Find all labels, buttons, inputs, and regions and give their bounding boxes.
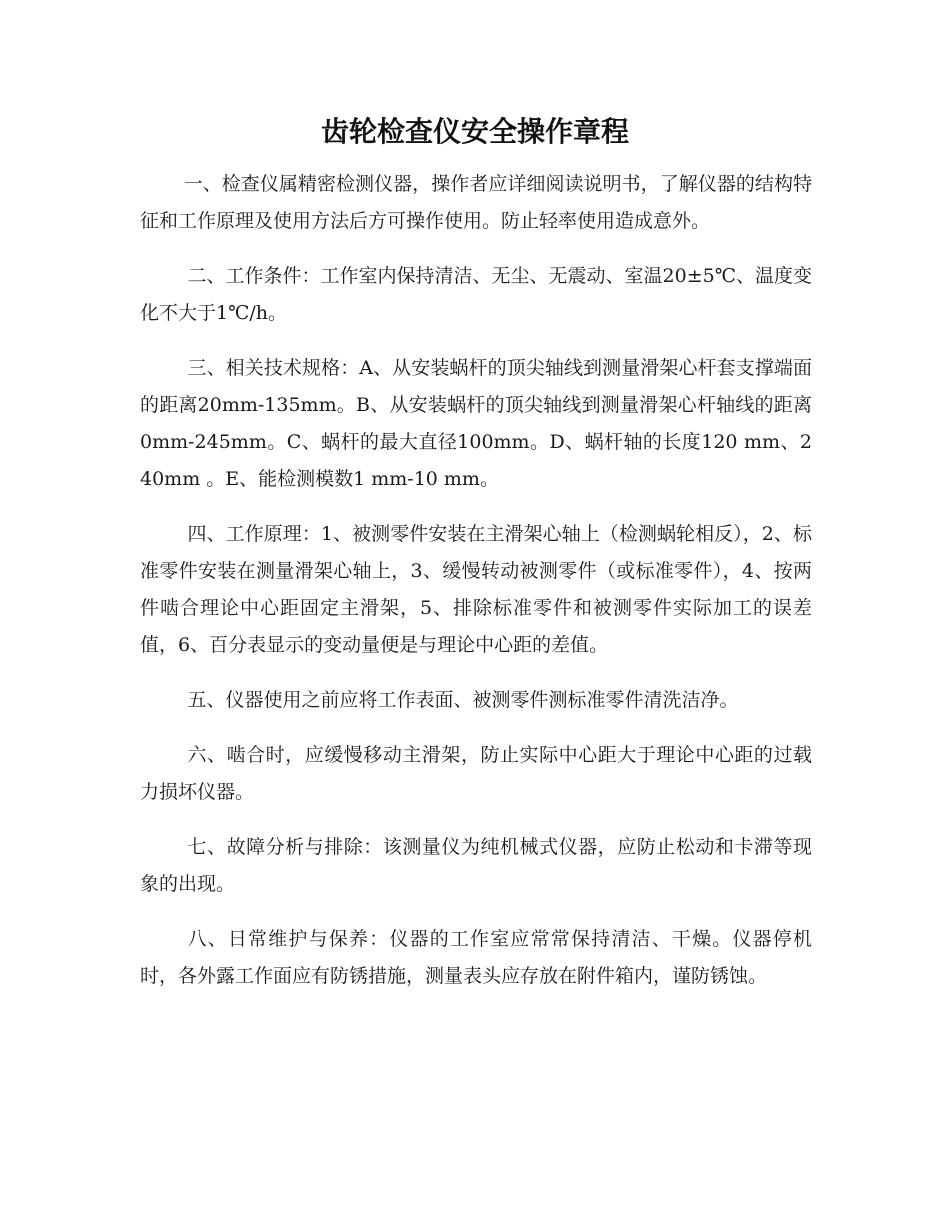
paragraph-2: 二、工作条件：工作室内保持清洁、无尘、无震动、室温20±5℃、温度变化不大于1℃/h。 <box>140 265 812 324</box>
paragraph-1: 一、检查仪属精密检测仪器，操作者应详细阅读说明书，了解仪器的结构特征和工作原理及使用方法后方可操作使用。防止轻率使用造成意外。 <box>140 173 812 232</box>
paragraph-4: 四、工作原理：1、被测零件安装在主滑架心轴上（检测蜗轮相反），2、标准零件安装在测量滑架心轴上，3、缓慢转动被测零件（或标准零件），4、按两件啮合理论中心距固定主滑架，5、排除标准零件和被测零件实际加工的误差值，6、百分表显示的变动量便是与理论中心距的差值。 <box>140 523 812 656</box>
paragraph-6: 六、啮合时，应缓慢移动主滑架，防止实际中心距大于理论中心距的过载力损坏仪器。 <box>140 744 812 803</box>
paragraph-8: 八、日常维护与保养：仪器的工作室应常常保持清洁、干燥。仪器停机时，各外露工作面应有防锈措施，测量表头应存放在附件箱内，谨防锈蚀。 <box>140 928 812 987</box>
paragraph-7: 七、故障分析与排除：该测量仪为纯机械式仪器，应防止松动和卡滞等现象的出现。 <box>140 836 812 895</box>
paragraph-3: 三、相关技术规格：A、从安装蜗杆的顶尖轴线到测量滑架心杆套支撑端面的距离20mm-135mm。B、从安装蜗杆的顶尖轴线到测量滑架心杆轴线的距离0mm-245mm。C、蜗杆的最大直径100mm。D、蜗杆轴的长度120 mm、240mm 。E、能检测模数1 mm-10 mm。 <box>140 357 812 490</box>
document-body <box>140 166 812 1013</box>
paragraph-5: 五、仪器使用之前应将工作表面、被测零件测标准零件清洗洁净。 <box>187 689 739 711</box>
document-title: 齿轮检查仪安全操作章程 <box>320 115 629 148</box>
